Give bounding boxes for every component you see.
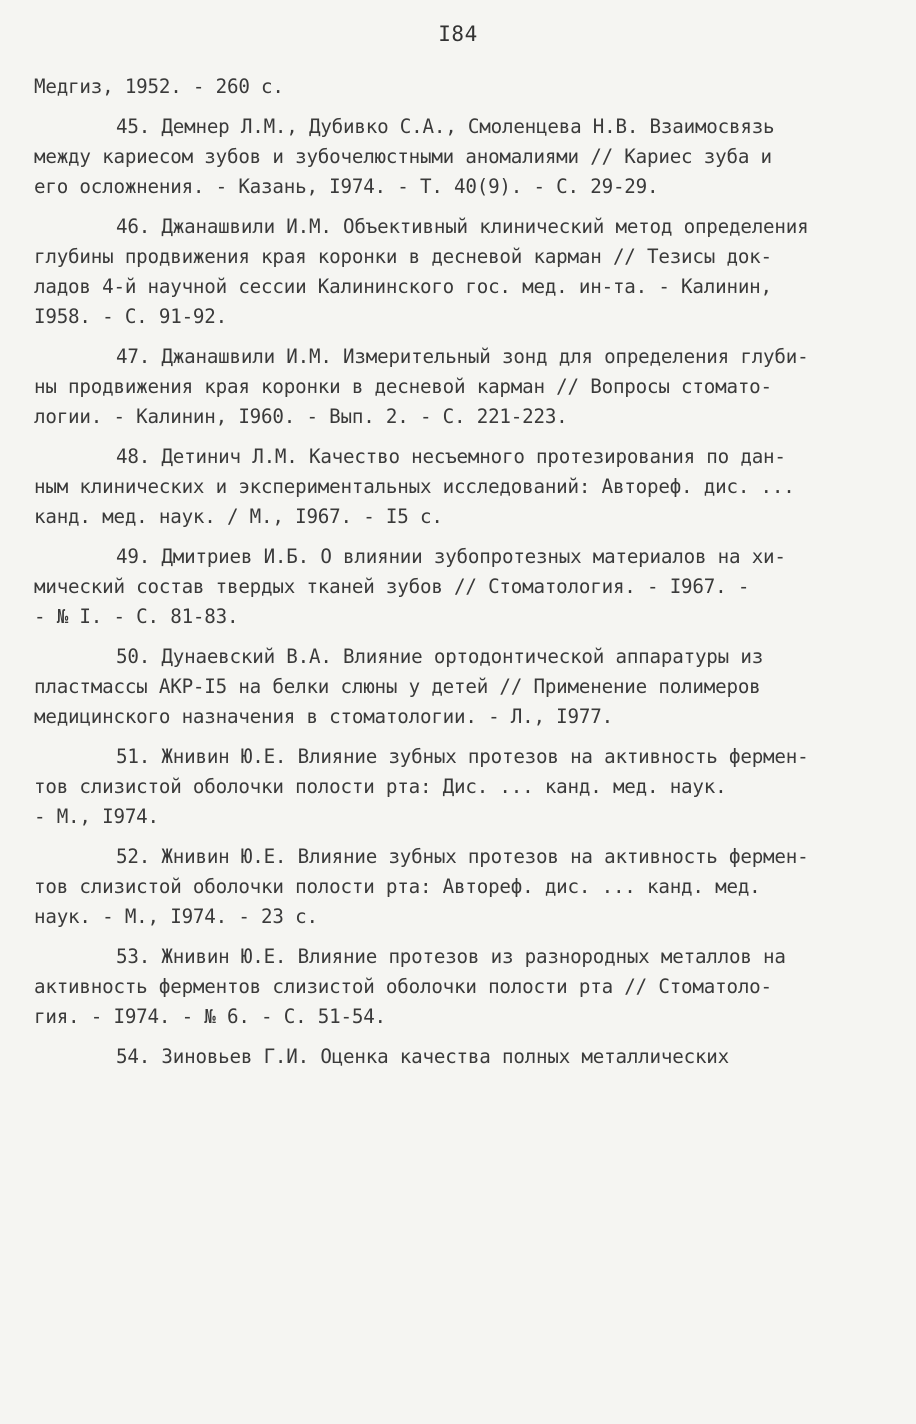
entry-line: 54. Зиновьев Г.И. Оценка качества полных металлических — [116, 1045, 729, 1068]
entry-line: 50. Дунаевский В.А. Влияние ортодонтической аппаратуры из — [116, 645, 764, 668]
entry-line: тов слизистой оболочки полости рта: Автореф. дис. ... канд. мед. — [34, 875, 761, 898]
page-number: I84 — [438, 22, 478, 46]
bibliography-entry-53 — [34, 942, 886, 1032]
entry-line: между кариесом зубов и зубочелюстными аномалиями // Кариес зуба и — [34, 145, 772, 168]
bibliography-entry-48 — [34, 442, 886, 532]
entry-line: гия. - I974. - № 6. - С. 51-54. — [34, 1005, 386, 1028]
entry-line: - № I. - С. 81-83. — [34, 605, 239, 628]
bibliography-entry-52 — [34, 842, 886, 932]
bibliography-entry-50 — [34, 642, 886, 732]
entry-line: логии. - Калинин, I960. - Вып. 2. - С. 221-223. — [34, 405, 568, 428]
bibliography-entry-49 — [34, 542, 886, 632]
entry-line: 45. Демнер Л.М., Дубивко С.А., Смоленцева Н.В. Взаимосвязь — [116, 115, 775, 138]
bibliography-entry-46 — [34, 212, 886, 332]
entry-line: 52. Жнивин Ю.Е. Влияние зубных протезов на активность фермен- — [116, 845, 809, 868]
entry-line: медицинского назначения в стоматологии. - Л., I977. — [34, 705, 613, 728]
entry-line: I958. - С. 91-92. — [34, 305, 227, 328]
entry-line: ны продвижения края коронки в десневой карман // Вопросы стомато- — [34, 375, 772, 398]
entry-line: ным клинических и экспериментальных исследований: Автореф. дис. ... — [34, 475, 795, 498]
bibliography-entry-51 — [34, 742, 886, 832]
entry-line: ладов 4-й научной сессии Калининского гос. мед. ин-та. - Калинин, — [34, 275, 772, 298]
entry-line: тов слизистой оболочки полости рта: Дис. ... канд. мед. наук. — [34, 775, 727, 798]
lead-line: Медгиз, 1952. - 260 с. — [34, 75, 284, 98]
entry-line: глубины продвижения края коронки в десневой карман // Тезисы док- — [34, 245, 772, 268]
entry-line: наук. - М., I974. - 23 с. — [34, 905, 318, 928]
entry-line: активность ферментов слизистой оболочки полости рта // Стоматоло- — [34, 975, 772, 998]
entry-line: 46. Джанашвили И.М. Объективный клинический метод определения — [116, 215, 809, 238]
bibliography-entry-54 — [34, 1042, 886, 1072]
entry-line: 49. Дмитриев И.Б. О влиянии зубопротезных материалов на хи- — [116, 545, 786, 568]
entry-line: его осложнения. - Казань, I974. - Т. 40(9). - С. 29-29. — [34, 175, 659, 198]
entry-line: - М., I974. — [34, 805, 159, 828]
entry-line: мический состав твердых тканей зубов // Стоматология. - I967. - — [34, 575, 750, 598]
bibliography-entry-45 — [34, 112, 886, 202]
entry-line: пластмассы АКР-I5 на белки слюны у детей // Применение полимеров — [34, 675, 761, 698]
bibliography-list — [34, 72, 886, 1072]
bibliography-entry-47 — [34, 342, 886, 432]
entry-line: 51. Жнивин Ю.Е. Влияние зубных протезов на активность фермен- — [116, 745, 809, 768]
entry-line: канд. мед. наук. / М., I967. - I5 с. — [34, 505, 443, 528]
entry-line: 48. Детинич Л.М. Качество несъемного протезирования по дан- — [116, 445, 786, 468]
entry-line: 53. Жнивин Ю.Е. Влияние протезов из разнородных металлов на — [116, 945, 786, 968]
entry-line: 47. Джанашвили И.М. Измерительный зонд для определения глуби- — [116, 345, 809, 368]
